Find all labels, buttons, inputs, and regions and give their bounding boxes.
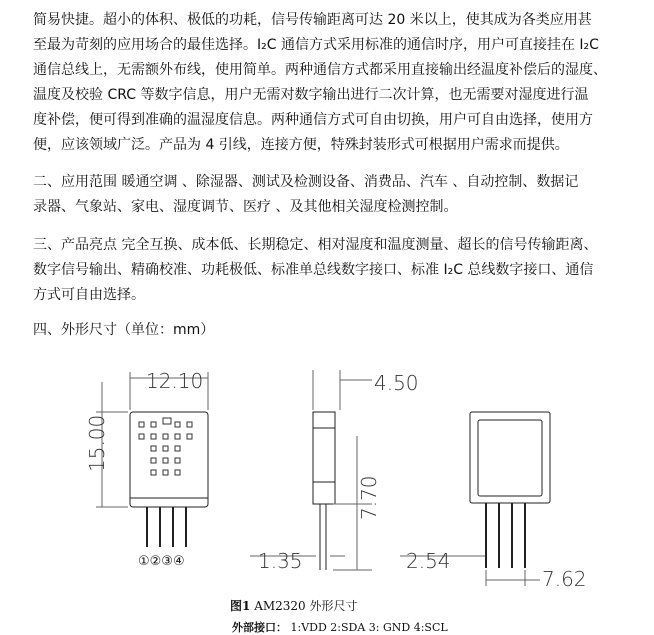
pins-text: 1:VDD 2:SDA 3: GND 4:SCL (290, 621, 448, 634)
highlights-line: 数字信号输出、精确校准、功耗极低、标准单总线数字接口、标准 I₂C 总线数字接口、通信 (33, 262, 594, 278)
dim-pin-pitch-label: 2.54 (406, 549, 451, 573)
intro-line: 至最为苛刻的应用场合的最佳选择。I₂C 通信方式采用标准的通信时序，用户可直接挂在 I₂C (33, 37, 599, 53)
figure-caption (230, 597, 358, 614)
applications-line: 二、应用范围 暖通空调 、除湿器、测试及检测设备、消费品、汽车 、自动控制、数据记 (33, 174, 579, 190)
intro-line: 简易快捷。超小的体积、极低的功耗，信号传输距离可达 20 米以上，使其成为各类应用甚 (33, 12, 592, 28)
applications-line: 录器、气象站、家电、湿度调节、医疗 、及其他相关湿度检测控制。 (33, 199, 458, 215)
dim-height-label: 15.00 (85, 414, 109, 472)
pin-numbers: ①②③④ (138, 554, 185, 569)
applications-paragraph (33, 170, 633, 220)
figure-label: 图1 (230, 599, 251, 613)
dim-depth-label: 4.50 (374, 371, 419, 395)
intro-line: 通信总线上，无需额外布线，使用简单。两种通信方式都采用直接输出经温度补偿后的湿度、 (33, 62, 607, 78)
side-view (250, 370, 372, 570)
intro-line: 便，应该领域广泛。产品为 4 引线，连接方便，特殊封装形式可根据用户需求而提供。 (33, 137, 569, 153)
highlights-line: 三、产品亮点 完全互换、成本低、长期稳定、相对湿度和温度测量、超长的信号传输距离、 (33, 237, 598, 253)
highlights-line: 方式可自由选择。 (33, 287, 145, 303)
intro-line: 度补偿，便可得到准确的温湿度信息。两种通信方式可自由切换，用户可自由选择，使用方 (33, 112, 593, 128)
intro-paragraph (33, 8, 633, 158)
dim-pin-length-label: 7.70 (357, 475, 381, 520)
dimension-drawing (0, 350, 654, 600)
pins-label: 外部接口： (232, 621, 287, 634)
front-view (96, 372, 208, 547)
dimensions-heading: 四、外形尺寸（单位：mm） (33, 322, 215, 338)
highlights-paragraph (33, 233, 633, 308)
dim-width-label: 12.10 (146, 369, 204, 393)
dim-pin-thickness-label: 1.35 (258, 549, 303, 573)
figure-title: AM2320 外形尺寸 (254, 599, 358, 613)
pin-assignment (232, 619, 448, 635)
intro-line: 温度及校验 CRC 等数字信息，用户无需对数字输出进行二次计算，也无需要对湿度进行温 (33, 87, 589, 103)
dim-pin-span-label: 7.62 (542, 567, 587, 591)
